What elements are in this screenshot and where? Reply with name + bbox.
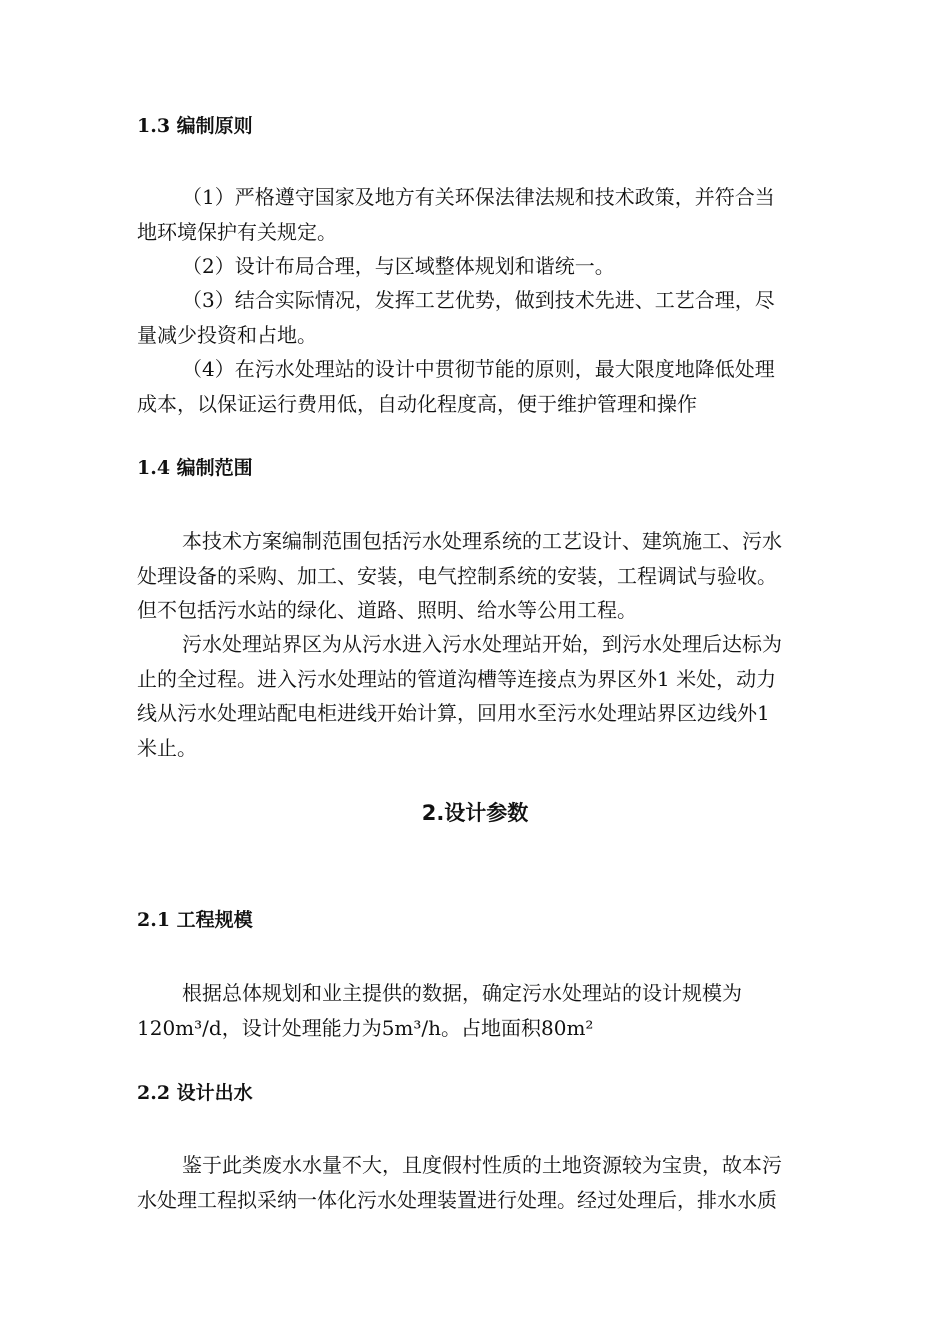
section-2-2-heading: 2.2 设计出水 [137,1082,253,1104]
scale-paragraph [137,976,853,1045]
principle-item-2 [137,249,853,284]
text-line: 处理设备的采购、加工、安装，电气控制系统的安装，工程调试与验收。 [137,563,777,588]
text-line: 污水处理站界区为从污水进入污水处理站开始，到污水处理后达标为 [182,632,782,656]
text-line: 本技术方案编制范围包括污水处理系统的工艺设计、建筑施工、污水 [182,529,782,553]
text-line: 水处理工程拟采纳一体化污水处理装置进行处理。经过处理后，排水水质 [137,1187,777,1212]
text-line: 但不包括污水站的绿化、道路、照明、给水等公用工程。 [137,598,637,622]
text-line: （3）结合实际情况，发挥工艺优势，做到技术先进、工艺合理，尽 [182,288,775,312]
principle-item-4 [137,352,853,421]
text-line: 线从污水处理站配电柜进线开始计算，回用水至污水处理站界区边线外1 [137,701,770,725]
text-line: 鉴于此类废水水量不大，且度假村性质的土地资源较为宝贵，故本污 [182,1153,782,1177]
text-line: 根据总体规划和业主提供的数据，确定污水处理站的设计规模为 [182,981,742,1005]
principle-item-3 [137,283,853,352]
section-2-1-heading: 2.1 工程规模 [137,909,253,931]
text-line: 地环境保护有关规定。 [137,219,337,244]
scope-paragraph-1 [137,524,853,628]
section-1-3-heading: 1.3 编制原则 [137,115,253,137]
text-line: （1）严格遵守国家及地方有关环保法律法规和技术政策，并符合当 [182,185,775,209]
text-line: 成本，以保证运行费用低，自动化程度高，便于维护管理和操作 [137,391,697,416]
effluent-paragraph [137,1148,853,1217]
text-line: （2）设计布局合理，与区域整体规划和谐统一。 [182,254,615,278]
text-line: 米止。 [137,735,197,760]
text-line: 止的全过程。进入污水处理站的管道沟槽等连接点为界区外1 米处，动力 [137,666,777,691]
chapter-2-heading: 2.设计参数 [421,801,529,825]
text-line: 120m³/d，设计处理能力为5m³/h。占地面积80m² [137,1015,594,1040]
principle-item-1 [137,180,853,249]
scope-paragraph-2 [137,627,853,765]
text-line: 量减少投资和占地。 [137,322,317,347]
text-line: （4）在污水处理站的设计中贯彻节能的原则，最大限度地降低处理 [182,357,775,381]
section-1-4-heading: 1.4 编制范围 [137,457,253,479]
